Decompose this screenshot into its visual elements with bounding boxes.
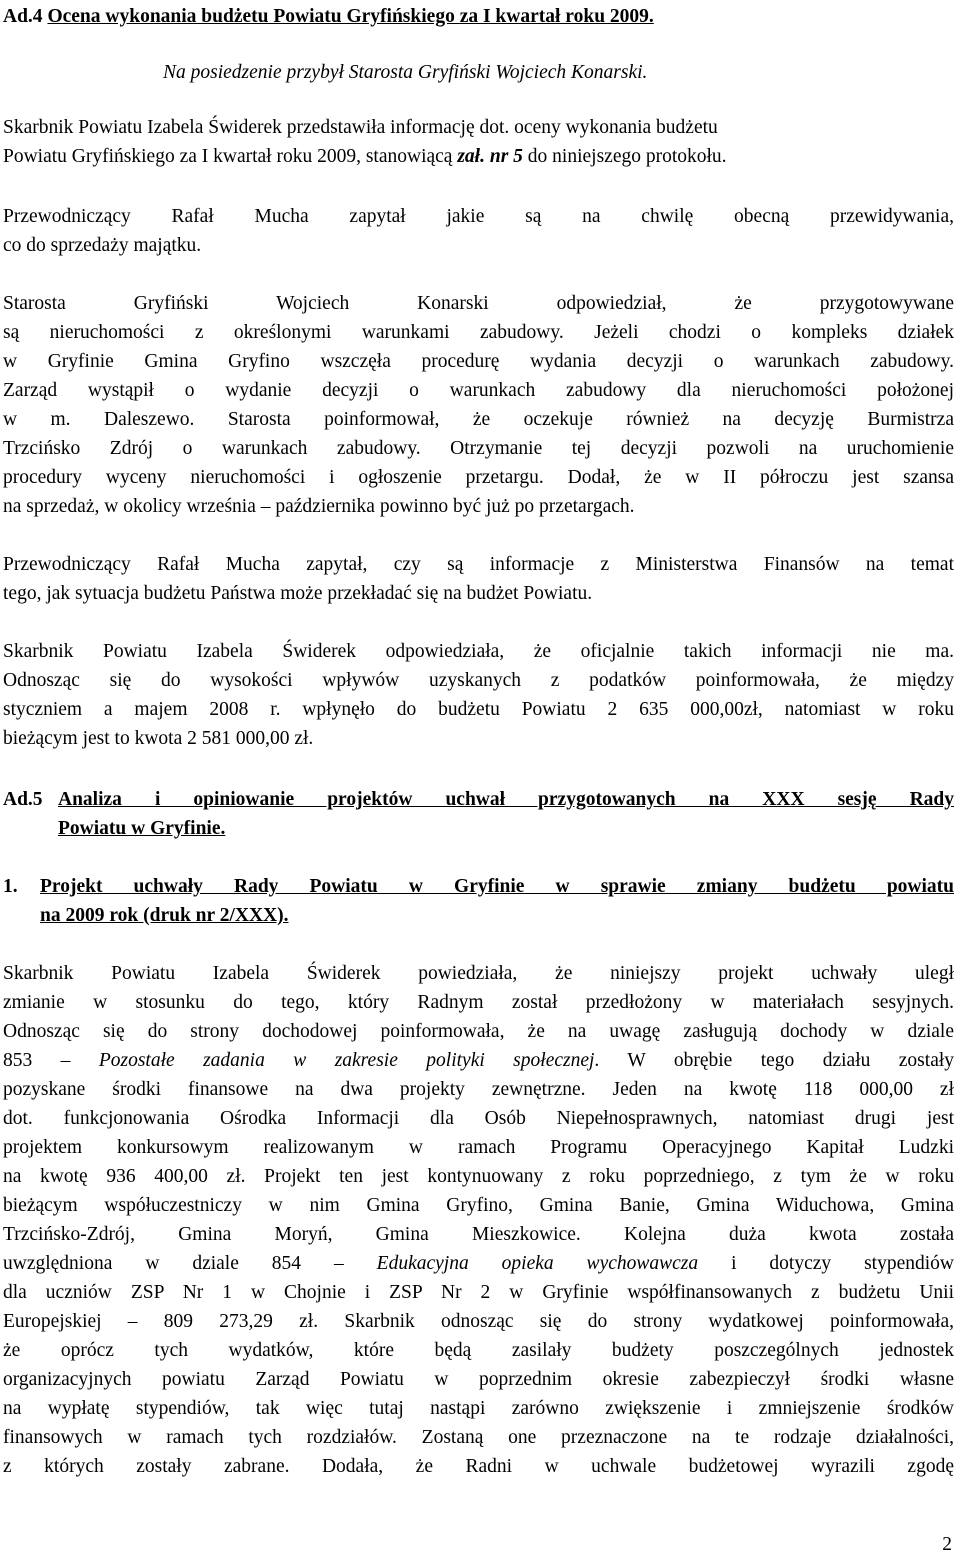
speaker-name: Skarbnik Powiatu Izabela Świderek xyxy=(3,641,357,662)
p6-line: że oprócz tych wydatków, które będą zasilały budżety poszczególnych jednostek xyxy=(3,1340,954,1361)
p6-line: Trzcińsko-Zdrój, Gmina Moryń, Gmina Mieszkowice. Kolejna duża kwota została xyxy=(3,1224,954,1245)
p1-line: Skarbnik Powiatu Izabela Świderek przedstawiła informację dot. oceny wykonania budżetu xyxy=(3,117,718,138)
ad5-label: Ad.5 xyxy=(3,789,43,810)
p6-line: 853 – Pozostałe zadania w zakresie polityki społecznej. W obrębie tego działu zostały xyxy=(3,1050,955,1071)
ad4-heading xyxy=(3,2,954,31)
section-name: Pozostałe zadania w zakresie polityki społecznej xyxy=(98,1050,595,1071)
p4-line: tego, jak sytuacja budżetu Państwa może przekładać się na budżet Powiatu. xyxy=(3,583,593,604)
p6-line: uwzględniona w dziale 854 – Edukacyjna opieka wychowawcza i dotyczy stypendiów xyxy=(3,1253,954,1274)
speaker-name: Starosta Gryfiński Wojciech Konarski xyxy=(3,293,489,314)
p6-line: zmianie w stosunku do tego, który Radnym został przedłożony w materiałach sesyjnych. xyxy=(3,992,954,1013)
p3-line: Starosta Gryfiński Wojciech Konarski odpowiedział, że przygotowywane xyxy=(3,293,954,314)
speaker-name: Przewodniczący Rafał Mucha xyxy=(3,554,280,575)
p6-line: organizacyjnych powiatu Zarząd Powiatu w poprzednim okresie zabezpieczył środki własne xyxy=(3,1369,954,1390)
p6-line: pozyskane środki finansowe na dwa projekty zewnętrzne. Jeden na kwotę 118 000,00 zł xyxy=(3,1079,954,1100)
section-name: Edukacyjna opieka wychowawcza xyxy=(376,1253,699,1274)
p3-line: są nieruchomości z określonymi warunkami zabudowy. Jeżeli chodzi o kompleks działek xyxy=(3,322,954,343)
speaker-name: Przewodniczący Rafał Mucha xyxy=(3,206,309,227)
p5-line: Skarbnik Powiatu Izabela Świderek odpowiedziała, że oficjalnie takich informacji nie ma. xyxy=(3,641,954,662)
p6-line: dla uczniów ZSP Nr 1 w Chojnie i ZSP Nr 2 w Gryfinie współfinansowanych z budżetu Unii xyxy=(3,1282,954,1303)
p6-line: bieżącym współuczestniczy w nim Gmina Gryfino, Gmina Banie, Gmina Widuchowa, Gmina xyxy=(3,1195,954,1216)
p1-line: Powiatu Gryfińskiego za I kwartał roku 2009, stanowiącą zał. nr 5 do niniejszego protokołu. xyxy=(3,146,727,167)
p2-line: co do sprzedaży majątku. xyxy=(3,235,202,256)
p3-line: Zarząd wystąpił o wydanie decyzji o warunkach zabudowy dla nieruchomości położonej xyxy=(3,380,954,401)
item-title: na 2009 rok (druk nr 2/XXX). xyxy=(40,905,289,926)
ad5-title: Analiza i opiniowanie projektów uchwał przygotowanych na XXX sesję Rady xyxy=(58,789,954,810)
p6-line: projektem konkursowym realizowanym w ramach Programu Operacyjnego Kapitał Ludzki xyxy=(3,1137,954,1158)
p3-line: w Gryfinie Gmina Gryfino wszczęła procedurę wydania decyzji o warunkach zabudowy. xyxy=(3,351,954,372)
arrival-note: Na posiedzenie przybył Starosta Gryfiński Wojciech Konarski. xyxy=(163,62,648,83)
speaker-name: Skarbnik Powiatu Izabela Świderek xyxy=(3,117,282,138)
p6-line: dot. funkcjonowania Ośrodka Informacji dla Osób Niepełnosprawnych, natomiast drugi jest xyxy=(3,1108,954,1129)
p5-line: Odnosząc się do wysokości wpływów uzyskanych z podatków poinformowała, że między xyxy=(3,670,954,691)
p4-line: Przewodniczący Rafał Mucha zapytał, czy są informacje z Ministerstwa Finansów na temat xyxy=(3,554,954,575)
p2-line: Przewodniczący Rafał Mucha zapytał jakie są na chwilę obecną przewidywania, xyxy=(3,206,954,227)
page-number: 2 xyxy=(942,1534,952,1555)
ad5-title: Powiatu w Gryfinie. xyxy=(58,818,226,839)
p5-line: bieżącym jest to kwota 2 581 000,00 zł. xyxy=(3,728,314,749)
attachment-ref: zał. xyxy=(457,146,485,167)
p6-line: Skarbnik Powiatu Izabela Świderek powiedziała, że niniejszy projekt uchwały uległ xyxy=(3,963,954,984)
speaker-name: Skarbnik Powiatu Izabela Świderek xyxy=(3,963,381,984)
p3-line: procedury wyceny nieruchomości i ogłoszenie przetargu. Dodał, że w II półroczu jest szansa xyxy=(3,467,954,488)
p3-line: w m. Daleszewo. Starosta poinformował, że oczekuje również na decyzję Burmistrza xyxy=(3,409,954,430)
ad4-label: Ad.4 xyxy=(3,6,43,27)
item-title: Projekt uchwały Rady Powiatu w Gryfinie w sprawie zmiany budżetu powiatu xyxy=(40,876,954,897)
p6-line: finansowych w ramach tych rozdziałów. Zostaną one przeznaczone na te rodzaje działalności, xyxy=(3,1427,954,1448)
p6-line: na wypłatę stypendiów, tak więc tutaj nastąpi zarówno zwiększenie i zmniejszenie środków xyxy=(3,1398,954,1419)
p3-line: Trzcińsko Zdrój o warunkach zabudowy. Otrzymanie tej decyzji pozwoli na uruchomienie xyxy=(3,438,954,459)
item-number: 1. xyxy=(3,876,18,897)
p6-line: Odnosząc się do strony dochodowej poinformowała, że na uwagę zasługują dochody w dziale xyxy=(3,1021,954,1042)
p6-line: Europejskiej – 809 273,29 zł. Skarbnik odnosząc się do strony wydatkowej poinformowała, xyxy=(3,1311,954,1332)
p6-line: na kwotę 936 400,00 zł. Projekt ten jest kontynuowany z roku poprzedniego, z tym że w roku xyxy=(3,1166,954,1187)
ad4-title: Ocena wykonania budżetu Powiatu Gryfińskiego za I kwartał roku 2009. xyxy=(47,6,654,27)
p5-line: styczniem a majem 2008 r. wpłynęło do budżetu Powiatu 2 635 000,00zł, natomiast w roku xyxy=(3,699,954,720)
p6-line: z których zostały zabrane. Dodała, że Radni w uchwale budżetowej wyrazili zgodę xyxy=(3,1456,954,1477)
p3-line: na sprzedaż, w okolicy września – października powinno być już po przetargach. xyxy=(3,496,635,517)
